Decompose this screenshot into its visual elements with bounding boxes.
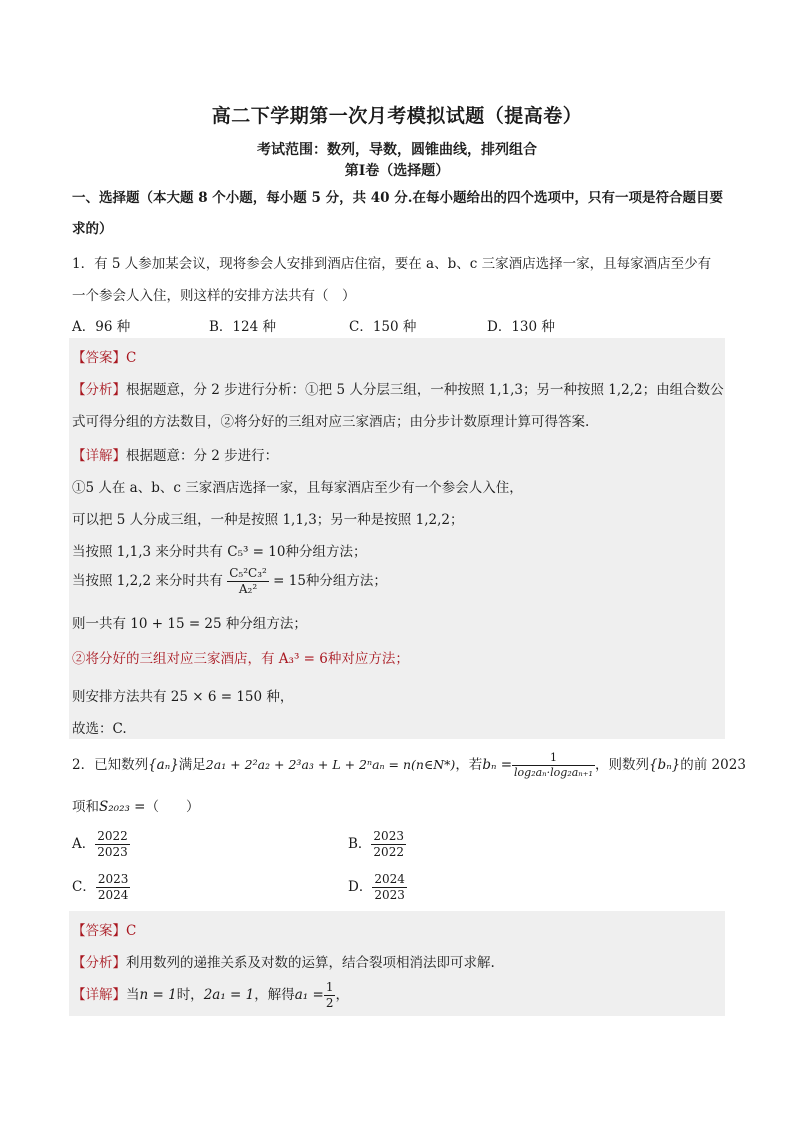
q1-stem-line2: 一个参会人入住，则这样的安排方法共有（ ） (72, 288, 356, 304)
q1-stem-line1: 1．有 5 人参加某会议，现将参会人安排到酒店住宿，要在 a、b、c 三家酒店选择一家，且每家酒店至少有 (72, 256, 712, 272)
fraction-denominator: A₂² (238, 582, 258, 596)
fraction-numerator: 1 (325, 980, 334, 994)
fraction-numerator: 2023 (373, 829, 404, 843)
fraction-numerator: 2022 (97, 829, 128, 843)
answer-tag: 【答案】 (72, 923, 126, 939)
detail-tag: 【详解】 (72, 987, 126, 1003)
section-heading-line2: 求的） (72, 221, 113, 237)
q2-option-c (72, 872, 130, 903)
q2-text-end: 的前 2023 (680, 756, 746, 773)
q2-seq-a: {aₙ} (148, 756, 179, 773)
q1-option-d: D．130 种 (487, 319, 555, 335)
option-fraction (95, 829, 130, 860)
section-heading-line1: 一、选择题（本大题 8 个小题，每小题 5 分，共 40 分.在每小题给出的四个选项中，只有一项是符合题目要 (72, 190, 723, 206)
q1-detail-line1 (72, 444, 724, 464)
option-fraction (372, 872, 407, 903)
q2-text-mid: 满足 (178, 756, 206, 773)
fraction-numerator: 1 (512, 751, 595, 766)
q2-text-if: ，若 (455, 756, 483, 773)
detail-text: 根据题意：分 2 步进行： (126, 448, 279, 464)
detail-eq: 2a₁ = 1 (203, 987, 255, 1003)
option-label: D． (348, 879, 373, 895)
q2-option-d (348, 872, 407, 903)
q1-detail-line2: ①5 人在 a、b、c 三家酒店选择一家，且每家酒店至少有一个参会人入住， (72, 480, 523, 496)
detail-solve: ，解得 (254, 987, 295, 1003)
option-fraction (371, 829, 406, 860)
fraction-denominator: 2022 (373, 845, 404, 859)
q2-text-pre: 2．已知数列 (72, 756, 149, 773)
fraction-denominator: 2 (325, 996, 334, 1010)
q1-detail-line3: 可以把 5 人分成三组，一种是按照 1,1,3；另一种是按照 1,2,2； (72, 512, 464, 528)
detail-line7-math: A₃³ = 6 (278, 651, 328, 667)
q2-line2-pre: 项和 (72, 799, 99, 815)
analysis-tag: 【分析】 (72, 955, 126, 971)
q1-option-b: B．124 种 (209, 319, 276, 335)
fraction-denominator: 2023 (374, 888, 405, 902)
detail-end: ， (335, 987, 349, 1003)
volume-heading: 第Ⅰ卷（选择题） (344, 163, 450, 179)
q2-stem-line2 (72, 795, 724, 815)
answer-value: C (126, 350, 137, 366)
q2-line2-math: S₂₀₂₃ = (99, 799, 146, 815)
q1-analysis-line2: 式可得分组的方法数目，②将分好的三组对应三家酒店；由分步计数原理计算可得答案. (72, 414, 590, 430)
q2-option-b (348, 829, 406, 860)
detail-line7-text: ②将分好的三组对应三家酒店，有 (72, 651, 279, 667)
fraction-numerator: 2024 (374, 872, 405, 886)
exam-scope: 考试范围：数列，导数，圆锥曲线，排列组合 (257, 142, 537, 158)
q1-analysis-line1 (72, 378, 724, 398)
detail-line5-eq: = 15 (268, 573, 306, 589)
detail-n: n = 1 (139, 987, 177, 1003)
q2-bn: bₙ = (482, 756, 513, 773)
analysis-text: 根据题意，分 2 步进行分析：①把 5 人分层三组，一种按照 1,1,3；另一种按照 1,2,2；由组合数公 (126, 382, 724, 398)
fraction-numerator: C₅²C₃² (229, 566, 267, 580)
option-fraction (96, 872, 131, 903)
q2-bn-fraction (512, 751, 595, 780)
q1-answer (72, 346, 724, 366)
detail-line7-post: 种对应方法； (327, 651, 409, 667)
q1-detail-line8: 则安排方法共有 25 × 6 = 150 种， (72, 689, 294, 705)
answer-tag: 【答案】 (72, 350, 126, 366)
q2-line2-post: （ ） (145, 799, 200, 815)
q1-option-c: C．150 种 (349, 319, 417, 335)
q2-formula: 2a₁ + 2²a₂ + 2³a₃ + L + 2ⁿaₙ = n(n∈N*) (205, 756, 456, 772)
q1-detail-line6: 则一共有 10 + 15 = 25 种分组方法； (72, 616, 307, 632)
option-label: A． (72, 836, 96, 852)
detail-a1: a₁ = (294, 987, 324, 1003)
page-title: 高二下学期第一次月考模拟试题（提高卷） (211, 105, 583, 127)
q2-detail (72, 980, 724, 1011)
analysis-tag: 【分析】 (72, 382, 126, 398)
analysis-text: 利用数列的递推关系及对数的运算，结合裂项相消法即可求解. (126, 955, 495, 971)
detail-line5-fraction (227, 566, 269, 597)
detail-line4-text: 当按照 1,1,3 来分时共有 (72, 544, 228, 560)
detail-line5-post: 种分组方法； (305, 573, 387, 589)
q2-analysis (72, 951, 724, 971)
detail-line4-math: C₅³ = 10 (227, 544, 286, 560)
q2-answer (72, 919, 724, 939)
fraction-denominator: 2023 (97, 845, 128, 859)
detail-tag: 【详解】 (72, 448, 126, 464)
q2-option-a (72, 829, 130, 860)
q1-detail-line7 (72, 647, 724, 667)
fraction-denominator: log₂aₙ·log₂aₙ₊₁ (514, 765, 593, 779)
q2-stem-line1 (72, 751, 746, 780)
fraction-numerator: 2023 (97, 872, 129, 886)
detail-line5-text: 当按照 1,2,2 来分时共有 (72, 573, 228, 589)
q1-detail-line4 (72, 540, 724, 560)
fraction-denominator: 2024 (97, 888, 129, 902)
q2-text-post: ，则数列 (594, 756, 649, 773)
detail-line4-post: 种分组方法； (285, 544, 367, 560)
option-label: B． (348, 836, 372, 852)
detail-pre: 当 (126, 987, 140, 1003)
q1-solution-panel (69, 338, 725, 739)
detail-fraction (324, 980, 336, 1011)
q1-option-a: A．96 种 (72, 319, 131, 335)
detail-mid: 时， (176, 987, 204, 1003)
option-label: C． (72, 879, 96, 895)
q2-seq-b: {bₙ} (648, 756, 681, 773)
answer-value: C (126, 923, 137, 939)
q1-detail-line9: 故选：C. (72, 721, 127, 737)
q1-detail-line5 (72, 566, 724, 597)
